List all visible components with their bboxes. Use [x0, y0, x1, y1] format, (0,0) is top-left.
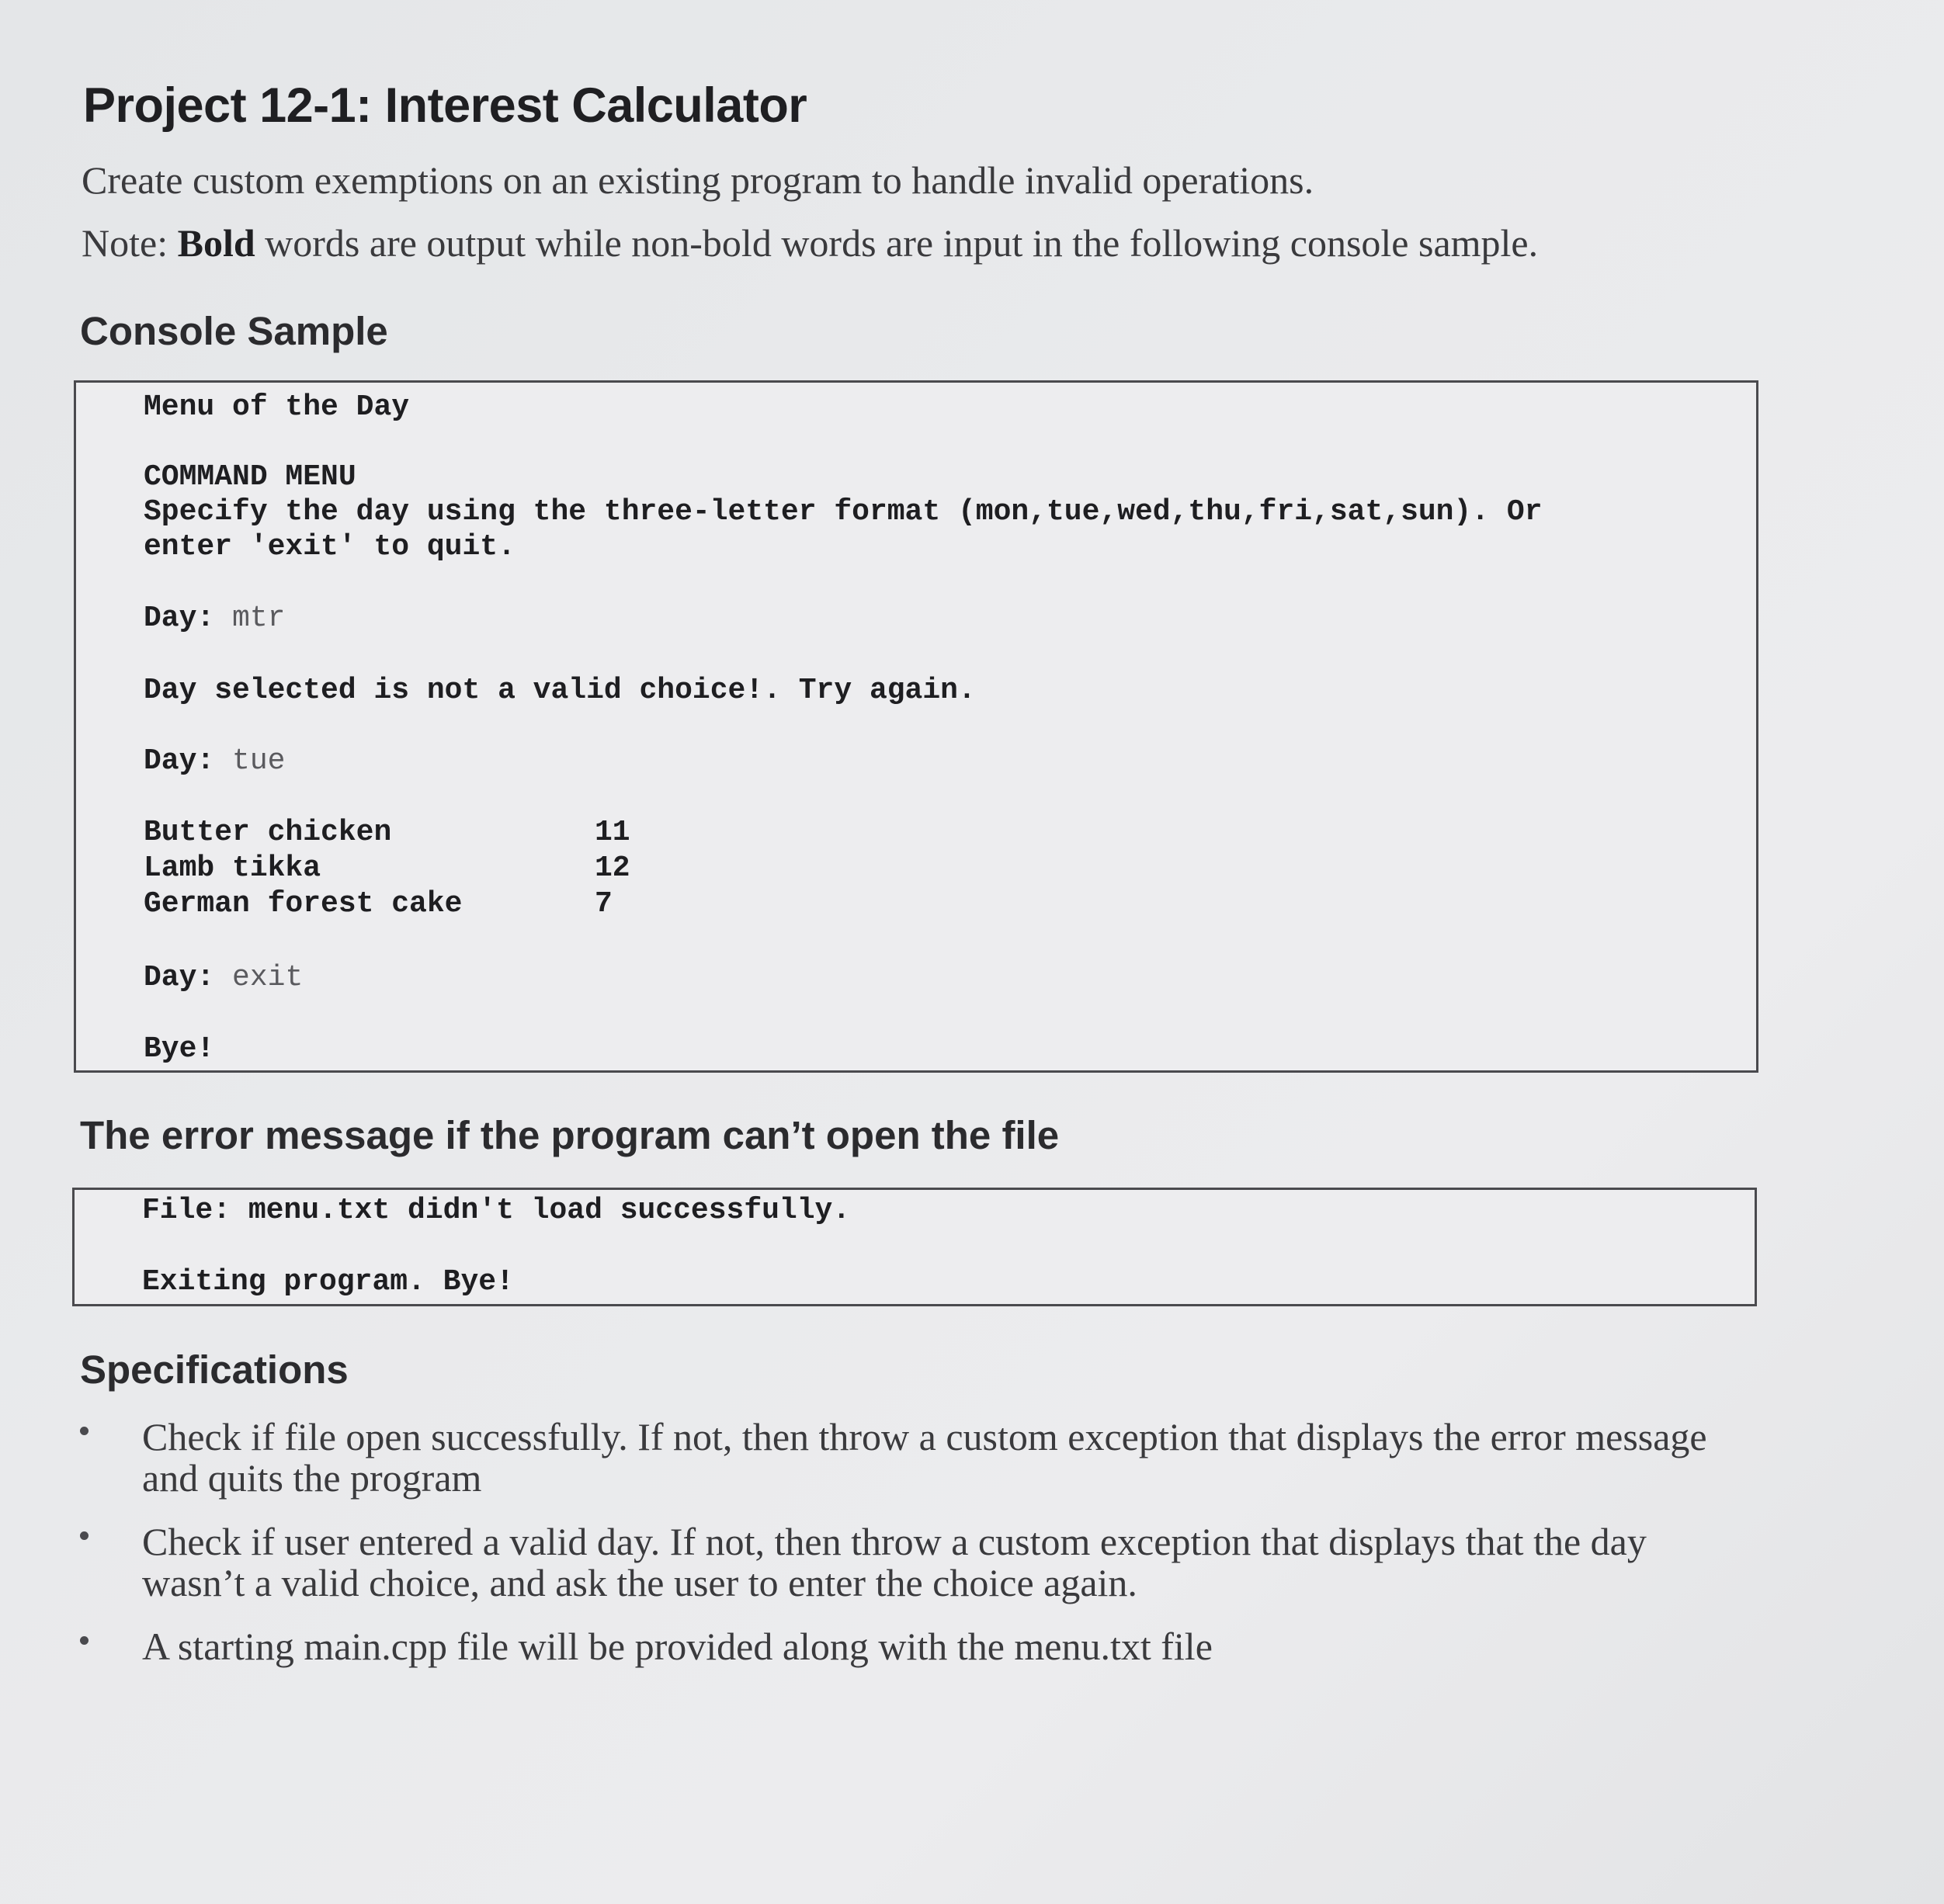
console-day-input-1: Day: mtr	[144, 602, 286, 635]
note-rest: words are output while non-bold words are input in the following console sample.	[255, 221, 1539, 265]
console-instructions-line1: Specify the day using the three-letter format (mon,tue,wed,thu,fri,sat,sun). Or	[144, 495, 1543, 529]
spec-item: Check if file open successfully. If not, then throw a custom exception that displays the error message and quits the program	[142, 1415, 1707, 1500]
spec-item: A starting main.cpp file will be provided along with the menu.txt file	[142, 1625, 1213, 1668]
note-bold-word: Bold	[177, 221, 255, 265]
intro-description: Create custom exemptions on an existing program to handle invalid operations.	[82, 158, 1314, 202]
console-day-input-2: Day: tue	[144, 744, 286, 778]
error-line-2: Exiting program. Bye!	[142, 1265, 514, 1299]
menu-item-name: Butter chicken	[144, 816, 392, 849]
menu-item-name: Lamb tikka	[144, 851, 321, 885]
console-sample-box	[74, 380, 1758, 1073]
bullet-icon	[80, 1427, 89, 1435]
bullet-icon	[80, 1531, 89, 1540]
console-instructions-line2: enter 'exit' to quit.	[144, 530, 516, 564]
page-title: Project 12-1: Interest Calculator	[83, 78, 807, 133]
console-invalid-message: Day selected is not a valid choice!. Try again.	[144, 674, 976, 707]
specifications-heading: Specifications	[80, 1347, 349, 1392]
console-sample-heading: Console Sample	[80, 309, 388, 353]
menu-item-price: 12	[595, 851, 630, 885]
console-bye: Bye!	[144, 1032, 215, 1066]
menu-item-name: German forest cake	[144, 887, 463, 921]
error-message-box	[72, 1188, 1757, 1306]
console-day-input-3: Day: exit	[144, 961, 304, 994]
spec-item: Check if user entered a valid day. If not, then throw a custom exception that displays that the day wasn’t a valid choice, and ask the user to enter the choice again.	[142, 1520, 1647, 1604]
error-line-1: File: menu.txt didn't load successfully.	[142, 1194, 851, 1227]
menu-item-price: 7	[595, 887, 613, 921]
menu-item-price: 11	[595, 816, 630, 849]
note-prefix: Note:	[82, 221, 178, 265]
bullet-icon	[80, 1636, 89, 1645]
console-menu-title: Menu of the Day	[144, 390, 410, 424]
error-section-heading: The error message if the program can’t open the file	[80, 1113, 1060, 1157]
console-command-menu: COMMAND MENU	[144, 460, 356, 494]
intro-note	[82, 220, 1538, 265]
